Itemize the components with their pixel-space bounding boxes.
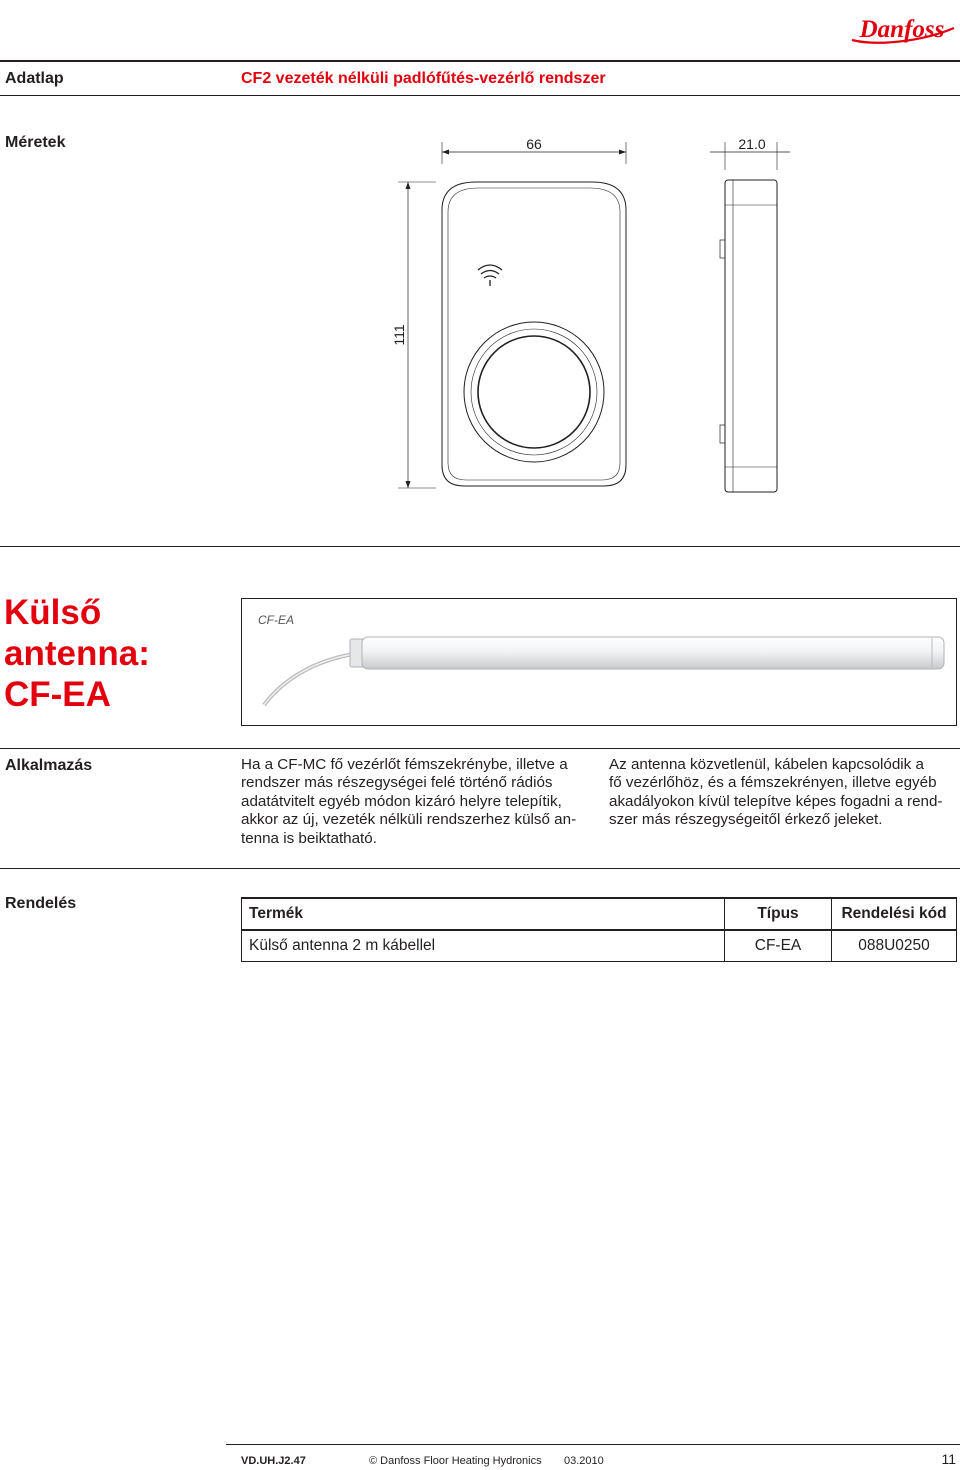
- dimension-drawing: [380, 130, 800, 500]
- danfoss-logo: [846, 6, 958, 50]
- footer-page-number: 11: [941, 1451, 956, 1467]
- header-type: Típus: [725, 898, 832, 930]
- footer-doc-code: VD.UH.J2.47: [241, 1455, 306, 1467]
- antenna-title-line2: antenna:: [4, 634, 150, 673]
- application-section-label: Alkalmazás: [5, 757, 93, 774]
- application-text-column1: [241, 756, 591, 848]
- page-title: CF2 vezeték nélküli padlófűtés-vezérlő rendszer: [241, 70, 606, 87]
- footer-copyright: © Danfoss Floor Heating Hydronics: [369, 1455, 542, 1467]
- text-line: Ha a CF-MC fő vezérlőt fémszekrénybe, illetve a: [241, 756, 568, 773]
- antenna-title-line3: CF-EA: [4, 675, 111, 714]
- text-line: Az antenna közvetlenül, kábelen kapcsolódik a: [609, 756, 924, 773]
- photo-caption: CF-EA: [258, 613, 294, 627]
- height-dimension-label: 111: [391, 324, 407, 346]
- text-line: szer más részegységeitől érkező jeleket.: [609, 811, 883, 829]
- header-product: Termék: [242, 898, 725, 930]
- cell-type: CF-EA: [725, 930, 832, 962]
- width-dimension-label: 66: [526, 136, 542, 152]
- antenna-photo-frame: [241, 598, 957, 726]
- text-line: akkor az új, vezeték nélküli rendszerhez külső an-: [241, 811, 577, 829]
- table-row: [242, 930, 957, 962]
- header-rule-bottom: [0, 95, 960, 96]
- logo-text: Danfoss: [859, 16, 945, 43]
- device-drawing-svg: [380, 130, 800, 500]
- text-line: adatátvitelt egyéb módon kizáró helyre telepítik,: [241, 792, 562, 810]
- ordering-section-label: Rendelés: [5, 895, 77, 912]
- section-rule-ordering: [0, 868, 960, 869]
- header-rule-top: [0, 60, 960, 62]
- footer-date: 03.2010: [564, 1455, 604, 1467]
- document-type-label: Adatlap: [5, 70, 64, 87]
- application-text-column2: [609, 756, 959, 830]
- antenna-title: [4, 592, 150, 715]
- cell-order-code: 088U0250: [832, 930, 957, 962]
- antenna-title-line1: Külső: [4, 593, 102, 632]
- text-line: fő vezérlőhöz, és a fémszekrényen, illetve egyéb: [609, 774, 937, 792]
- ordering-table: [241, 897, 957, 962]
- dimensions-section-label: Méretek: [5, 134, 66, 151]
- text-line: tenna is beiktatható.: [241, 829, 377, 847]
- table-header-row: [242, 898, 957, 930]
- depth-dimension-label: 21.0: [738, 136, 766, 152]
- section-rule-application: [0, 748, 960, 749]
- cell-product: Külső antenna 2 m kábellel: [242, 930, 725, 962]
- section-rule-antenna: [0, 546, 960, 547]
- antenna-photo-illustration: [242, 599, 956, 725]
- footer-rule: [226, 1444, 960, 1445]
- text-line: akadályokon kívül telepítve képes fogadni a rend-: [609, 792, 943, 810]
- header-order-code: Rendelési kód: [832, 898, 957, 930]
- text-line: rendszer más részegységei felé történő rádiós: [241, 774, 553, 792]
